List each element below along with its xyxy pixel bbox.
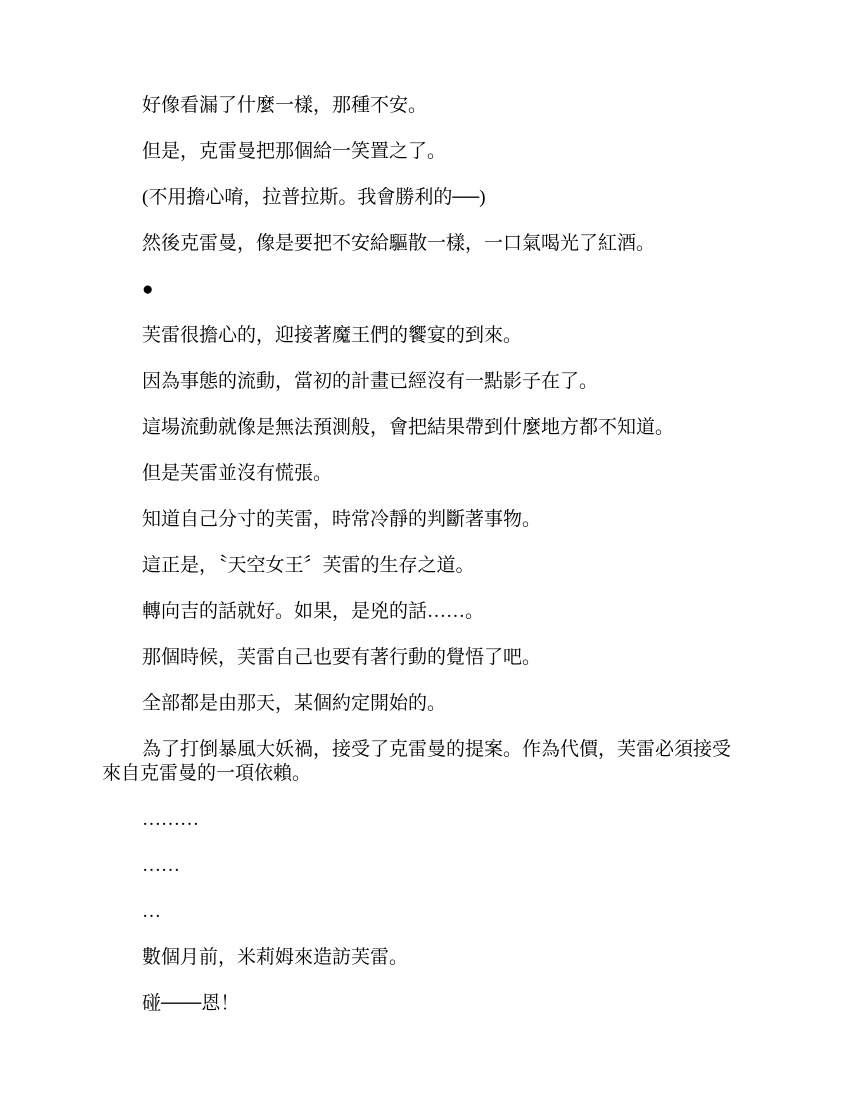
paragraph: 那個時候，芙雷自己也要有著行動的覺悟了吧。 [142, 647, 542, 668]
paragraph: (不用擔心唷，拉普拉斯。我會勝利的──) [142, 187, 486, 208]
paragraph: 為了打倒暴風大妖禍，接受了克雷曼的提案。作為代價，芙雷必須接受來自克雷曼的一項依賴。 [102, 739, 732, 784]
paragraph: 但是芙雷並沒有慌張。 [142, 463, 333, 484]
ellipsis-line: … [142, 901, 161, 922]
paragraph: 碰───恩！ [142, 993, 240, 1014]
paragraph: 轉向吉的話就好。如果，是兇的話……。 [142, 601, 485, 622]
paragraph: 但是，克雷曼把那個給一笑置之了。 [142, 141, 447, 162]
paragraph: 這正是，〝天空女王〞芙雷的生存之道。 [142, 555, 475, 576]
paragraph: 知道自己分寸的芙雷，時常冷靜的判斷著事物。 [142, 509, 542, 530]
paragraph: 全部都是由那天，某個約定開始的。 [142, 693, 447, 714]
ellipsis-line: …… [142, 855, 180, 876]
paragraph: 然後克雷曼，像是要把不安給驅散一樣，一口氣喝光了紅酒。 [142, 233, 656, 254]
document-body [102, 94, 748, 1038]
paragraph: 好像看漏了什麼一樣，那種不安。 [142, 95, 428, 116]
paragraph: 這場流動就像是無法預測般，會把結果帶到什麼地方都不知道。 [142, 417, 675, 438]
paragraph: 芙雷很擔心的，迎接著魔王們的饗宴的到來。 [142, 325, 523, 346]
section-break-bullet: ● [142, 279, 154, 300]
ellipsis-line: ……… [142, 809, 199, 830]
paragraph: 數個月前，米莉姆來造訪芙雷。 [142, 947, 409, 968]
paragraph: 因為事態的流動，當初的計畫已經沒有一點影子在了。 [142, 371, 599, 392]
